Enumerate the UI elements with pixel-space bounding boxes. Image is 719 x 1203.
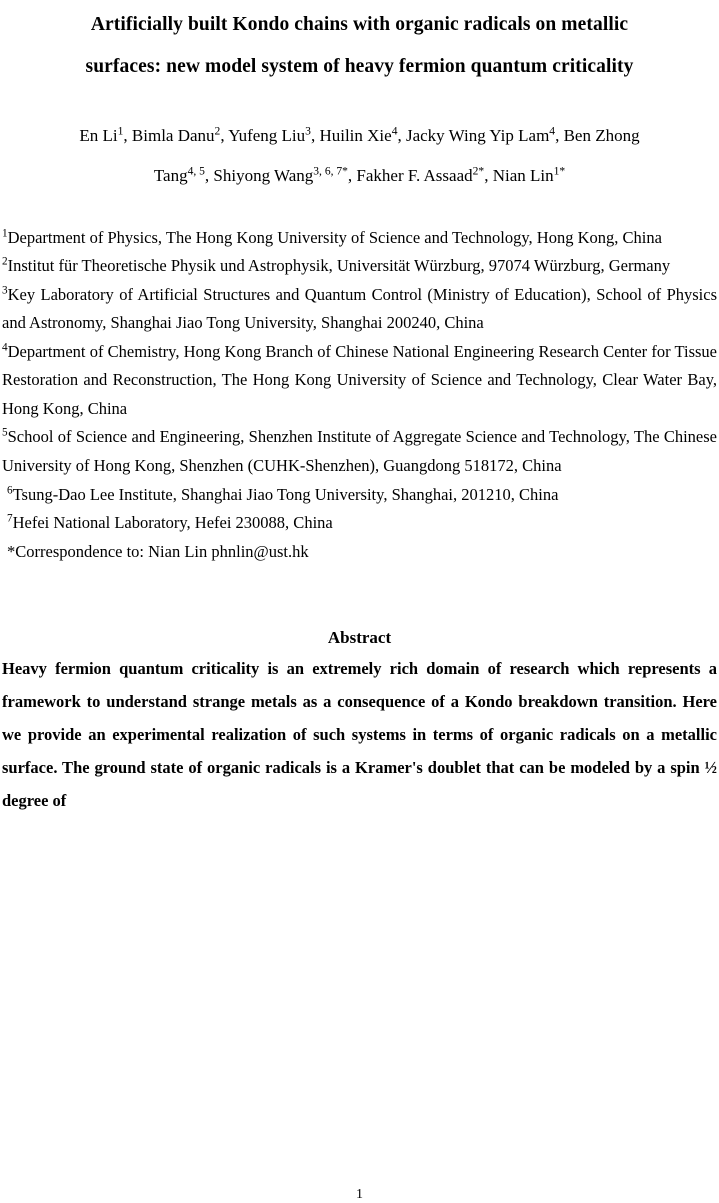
affiliation-item: [2, 252, 717, 281]
author-affil-marker: 4: [549, 124, 556, 138]
author-name: En Li: [79, 125, 118, 145]
author-name: , Bimla Danu: [123, 125, 215, 145]
author-list: [2, 88, 717, 196]
affiliation-text: Hefei National Laboratory, Hefei 230088, China: [12, 513, 333, 533]
author-name: , Shiyong Wang: [204, 165, 314, 185]
title-line-2: surfaces: new model system of heavy fermion quantum criticality: [85, 55, 634, 77]
author-affil-marker: 2: [214, 124, 221, 138]
author-name: , Yufeng Liu: [220, 125, 306, 145]
affiliation-marker: 6: [7, 484, 13, 496]
abstract-text: Heavy fermion quantum criticality is an extremely rich domain of research which represents a framework to understand strange metals as a consequence of a Kondo breakdown transition. Here we provide an experimental realization of such systems in terms of organic radicals on a metallic surface. The ground state of organic radicals is a Kramer's doublet that can be modeled by a spin ½ degree of: [2, 659, 717, 811]
author-affil-marker: 1*: [553, 164, 566, 178]
affiliation-item: [2, 224, 717, 253]
affiliation-marker: 1: [2, 227, 8, 240]
affiliation-marker: 5: [2, 426, 8, 439]
affiliation-item: [2, 423, 717, 480]
affiliation-text: Department of Physics, The Hong Kong University of Science and Technology, Hong Kong, China: [7, 227, 662, 247]
author-affil-marker: 3: [305, 124, 311, 138]
affiliation-item: [2, 481, 717, 510]
author-line-2: [154, 166, 565, 185]
author-name: , Ben Zhong: [555, 125, 640, 145]
affiliation-text: Tsung-Dao Lee Institute, Shanghai Jiao Tong University, Shanghai, 201210, China: [12, 484, 559, 504]
affiliation-text: School of Science and Engineering, Shenzhen Institute of Aggregate Science and Technology, The Chinese University of Hong Kong, Shenzhen (CUHK-Shenzhen), Guangdong 518172, China: [2, 427, 717, 475]
affiliation-list: [2, 196, 717, 566]
author-line-1: [79, 126, 639, 145]
affiliation-marker: 3: [2, 284, 8, 297]
affiliation-item: [2, 281, 717, 338]
affiliation-text: Department of Chemistry, Hong Kong Branch of Chinese National Engineering Research Center for Tissue Restoration and Reconstruction, The Hong Kong University of Science and Technology, Clear Water Bay, Hong Kong, China: [2, 341, 717, 418]
affiliation-text: Key Laboratory of Artificial Structures and Quantum Control (Ministry of Education), School of Physics and Astronomy, Shanghai Jiao Tong University, Shanghai 200240, China: [2, 284, 717, 333]
author-name: Tang: [153, 165, 188, 185]
author-affil-marker: 3, 6, 7*: [313, 164, 348, 178]
author-affil-marker: 4: [391, 124, 398, 138]
affiliation-marker: 7: [7, 512, 13, 525]
author-name: , Fakher F. Assaad: [347, 165, 473, 185]
author-affil-marker: 4, 5: [187, 164, 205, 178]
affiliation-text: Institut für Theoretische Physik und Astrophysik, Universität Würzburg, 97074 Würzburg, Germany: [7, 256, 671, 276]
title-line-1: Artificially built Kondo chains with organic radicals on metallic: [90, 14, 629, 35]
page-number: 1: [356, 1187, 363, 1202]
affiliation-marker: 4: [2, 341, 8, 354]
abstract-heading: Abstract: [327, 628, 392, 648]
author-name: , Nian Lin: [484, 165, 554, 185]
author-affil-marker: 1: [117, 124, 124, 138]
correspondence-line: *Correspondence to: Nian Lin phnlin@ust.hk: [7, 541, 309, 561]
affiliation-item: [2, 509, 717, 538]
affiliation-marker: 2: [2, 255, 8, 268]
author-name: , Jacky Wing Yip Lam: [397, 125, 550, 145]
author-affil-marker: 2*: [472, 164, 485, 178]
page-title: [2, 0, 717, 88]
affiliation-item: [2, 338, 717, 424]
author-name: , Huilin Xie: [310, 125, 392, 145]
